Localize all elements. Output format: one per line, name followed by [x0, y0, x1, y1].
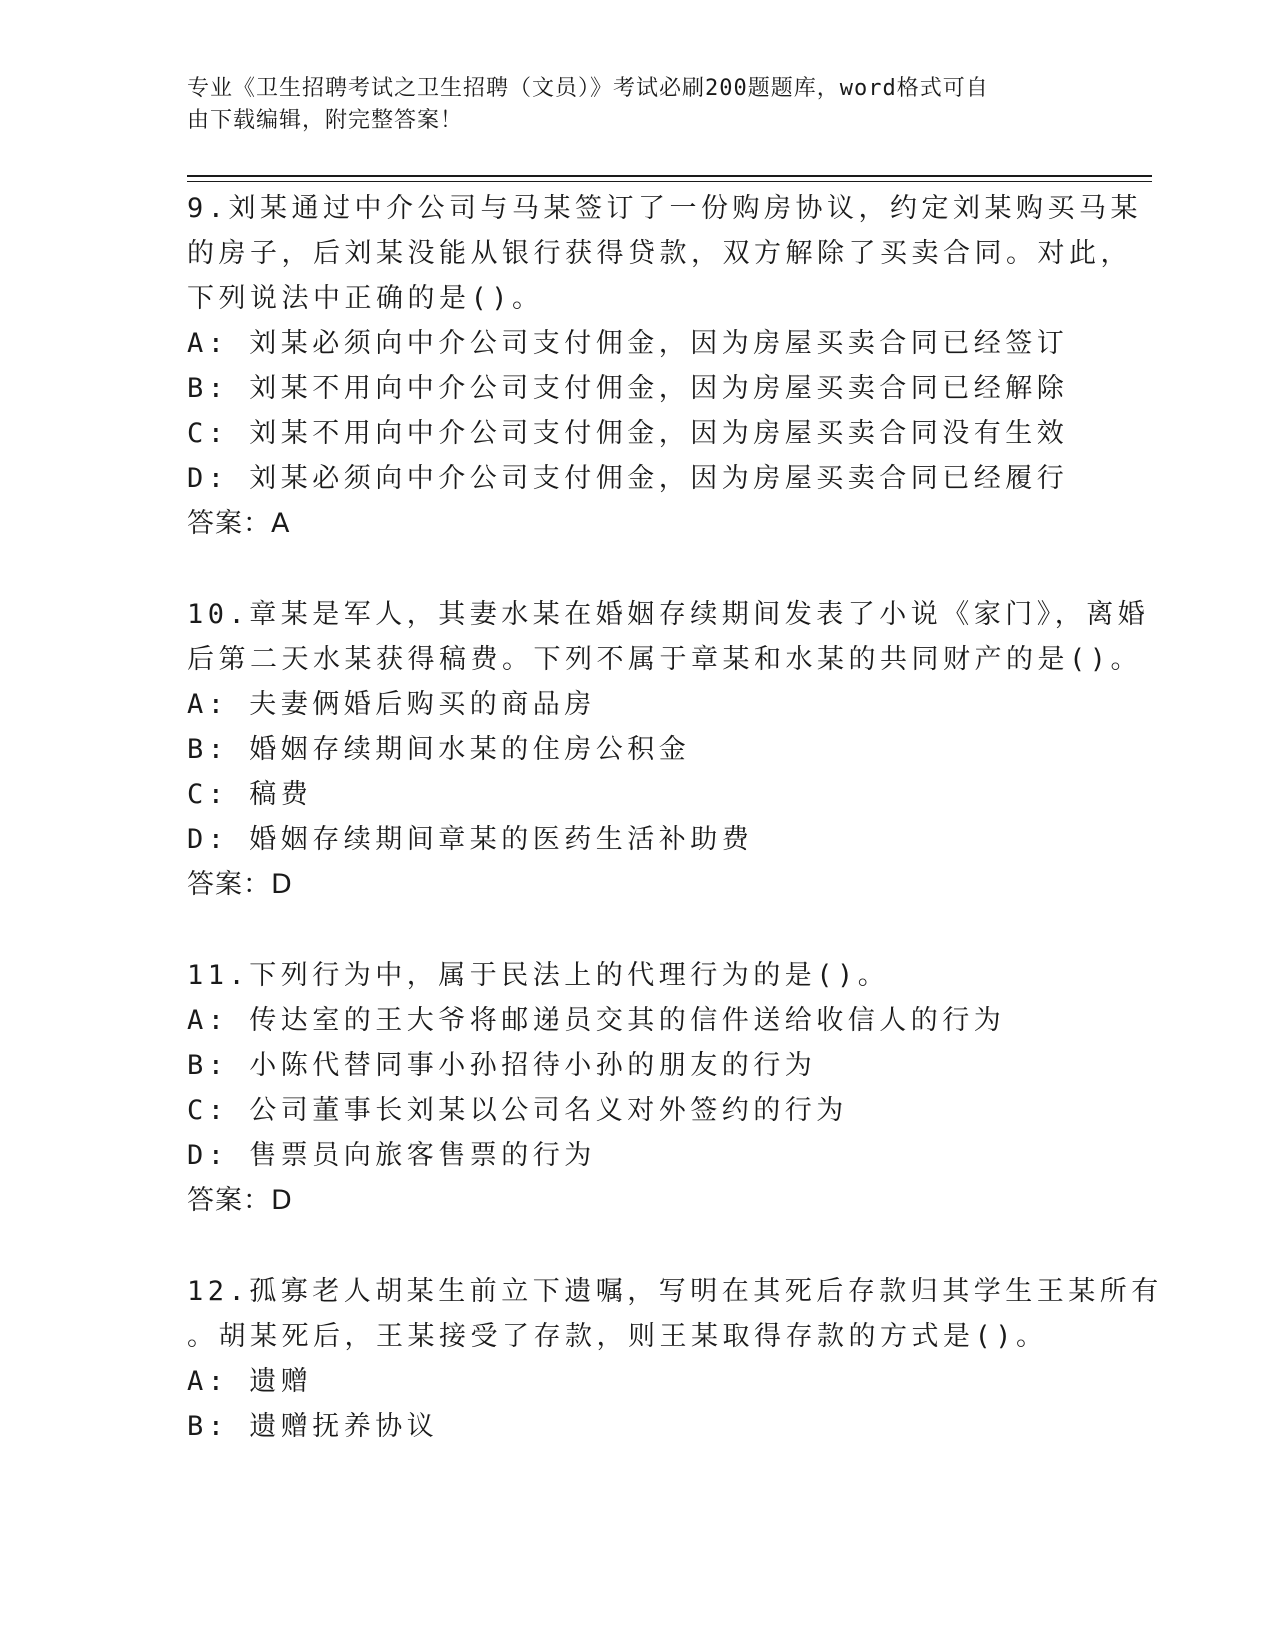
document-header [187, 73, 1067, 137]
header-line-2: 由下载编辑，附完整答案！ [187, 108, 464, 133]
answer-label: 答案：D [187, 869, 293, 900]
question-spacer [187, 1223, 1107, 1269]
header-line-1: 专业《卫生招聘考试之卫生招聘（文员）》考试必刷200题题库，word格式可自 [187, 76, 989, 101]
option-b: B: 遗赠抚养协议 [187, 1411, 439, 1442]
question-list [187, 186, 1163, 1449]
question-text-line: 11.下列行为中，属于民法上的代理行为的是()。 [187, 960, 890, 991]
option-a: A: 传达室的王大爷将邮递员交其的信件送给收信人的行为 [187, 1005, 1006, 1036]
option-c: C: 公司董事长刘某以公司名义对外签约的行为 [187, 1095, 848, 1126]
answer-label: 答案：A [187, 508, 291, 539]
header-divider-thick [187, 175, 1152, 177]
option-d: D: 婚姻存续期间章某的医药生活补助费 [187, 824, 754, 855]
question-text-line: 的房子，后刘某没能从银行获得贷款，双方解除了买卖合同。对此， [187, 238, 1132, 269]
option-b: B: 刘某不用向中介公司支付佣金，因为房屋买卖合同已经解除 [187, 373, 1069, 404]
question-spacer [187, 907, 1107, 953]
option-b: B: 小陈代替同事小孙招待小孙的朋友的行为 [187, 1050, 817, 1081]
option-a: A: 夫妻俩婚后购买的商品房 [187, 689, 596, 720]
question-text-line: 下列说法中正确的是()。 [187, 283, 544, 314]
option-c: C: 稿费 [187, 779, 313, 810]
question-text-line: 10.章某是军人，其妻水某在婚姻存续期间发表了小说《家门》，离婚 [187, 599, 1150, 630]
question-12 [187, 1269, 1163, 1449]
option-d: D: 刘某必须向中介公司支付佣金，因为房屋买卖合同已经履行 [187, 463, 1069, 494]
question-text-line: 。胡某死后，王某接受了存款，则王某取得存款的方式是()。 [187, 1321, 1048, 1352]
question-9 [187, 186, 1143, 546]
question-10 [187, 592, 1150, 907]
option-b: B: 婚姻存续期间水某的住房公积金 [187, 734, 691, 765]
header-divider-thin [187, 181, 1152, 182]
option-d: D: 售票员向旅客售票的行为 [187, 1140, 596, 1171]
option-a: A: 遗赠 [187, 1366, 313, 1397]
option-a: A: 刘某必须向中介公司支付佣金，因为房屋买卖合同已经签订 [187, 328, 1069, 359]
option-c: C: 刘某不用向中介公司支付佣金，因为房屋买卖合同没有生效 [187, 418, 1069, 449]
question-text-line: 后第二天水某获得稿费。下列不属于章某和水某的共同财产的是()。 [187, 644, 1143, 675]
question-spacer [187, 546, 1107, 592]
answer-label: 答案：D [187, 1185, 293, 1216]
question-11 [187, 953, 1107, 1223]
question-text-line: 12.孤寡老人胡某生前立下遗嘱，写明在其死后存款归其学生王某所有 [187, 1276, 1163, 1307]
question-text-line: 9.刘某通过中介公司与马某签订了一份购房协议，约定刘某购买马某 [187, 193, 1143, 224]
